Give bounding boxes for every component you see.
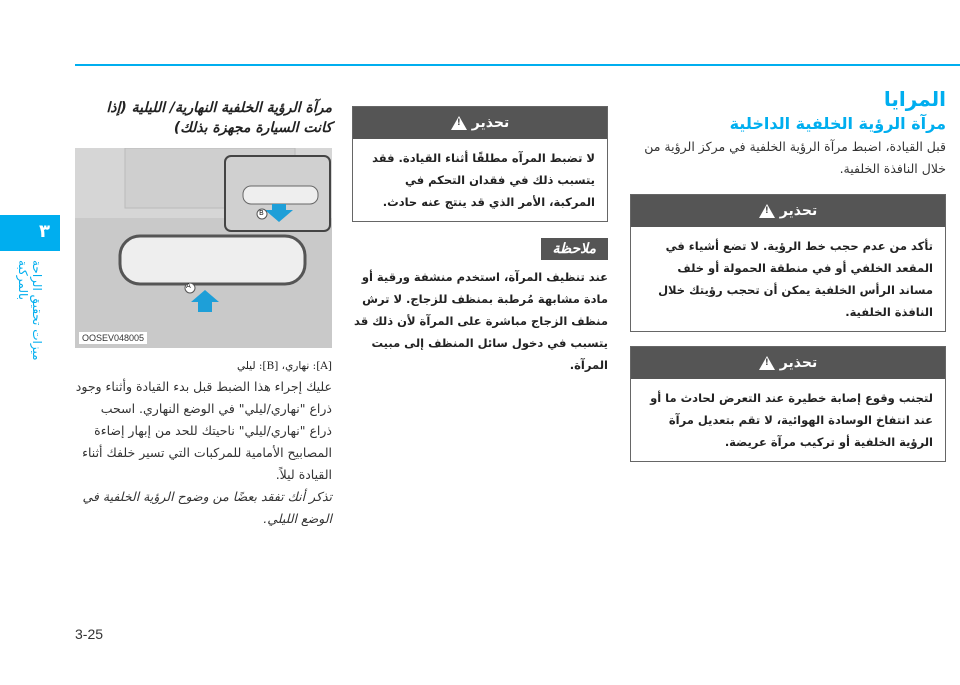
chapter-label: ميزات تحقيق الراحة بالمركبة [16,260,44,361]
warning-label: تحذير [779,203,818,219]
figure-code: OOSEV048005 [79,332,147,344]
header-rule [75,64,960,66]
section-title: المرايا [883,87,946,111]
subsection-title: مرآة الرؤية الخلفية الداخلية [729,114,946,133]
warning-text: لا تضبط المرآه مطلقًا أثناء القيادة. فقد يتسبب ذلك في فقدان التحكم في المركبة، الأمر الذي قد ينتج عنه حادث. [372,151,595,209]
warning-icon [451,116,467,130]
warning-icon [759,204,775,218]
page-number: 3-25 [75,626,104,642]
note-label: ملاحظة [541,238,609,260]
chapter-tab: ٣ [0,215,60,251]
intro-text: قبل القيادة، اضبط مرآة الرؤية الخلفية في مركز الرؤية من خلال النافذة الخلفية. [644,139,946,176]
rearview-mirror-image [75,148,332,348]
figure-caption: [A]: نهاري، [B]: ليلي [236,360,332,372]
mirror-illustration [75,148,332,348]
warning-icon [759,356,775,370]
warning-box [352,106,608,222]
callout-b: B [259,209,264,217]
warning-label: تحذير [779,355,818,371]
right-column [630,86,946,462]
reminder-text: تذكر أنك تفقد بعضًا من وضوح الرؤية الخلفية في الوضع الليلي. [82,489,332,526]
warning-label: تحذير [471,115,510,131]
warning-box [630,346,946,462]
left-column [75,98,332,530]
note-text: عند تنظيف المرآة، استخدم منشفة ورقية أو مادة مشابهة مُرطبة بمنظف للزجاج. لا ترش منظف الزجاج مباشرة على المرآة لأن ذلك قد يتسبب في دخول سائل المنظف إلى مبيت المرآة. [354,270,608,372]
warning-box [630,194,946,332]
body-text: عليك إجراء هذا الضبط قبل بدء القيادة وأثناء وجود ذراع "نهاري/ليلي" في الوضع النهاري. اسحب ذراع "نهاري/ليلي" ناحيتك للحد من إبهار إضاءة المصابيح الأمامية للمركبات التي تسير خلفك أثناء القيادة ليلاً. [75,379,332,482]
middle-column [352,92,608,376]
callout-a: A [186,282,191,290]
warning-text: تأكد من عدم حجب خط الرؤية. لا تضع أشياء في المقعد الخلفي أو في منطقة الحمولة أو خلف مساند الرأس الخلفية يمكن أن تحجب رؤيتك خلال النافذة الخلفية. [658,239,933,319]
subsection-title: مرآة الرؤية الخلفية النهارية/ الليلية (إذا كانت السيارة مجهزة بذلك) [106,100,332,136]
warning-text: لتجنب وقوع إصابة خطيرة عند التعرض لحادث ما أو عند انتفاخ الوسادة الهوائية، لا تقم بتعديل مرآة الرؤية الخلفية أو تركيب مرآة عريضة. [650,391,933,449]
